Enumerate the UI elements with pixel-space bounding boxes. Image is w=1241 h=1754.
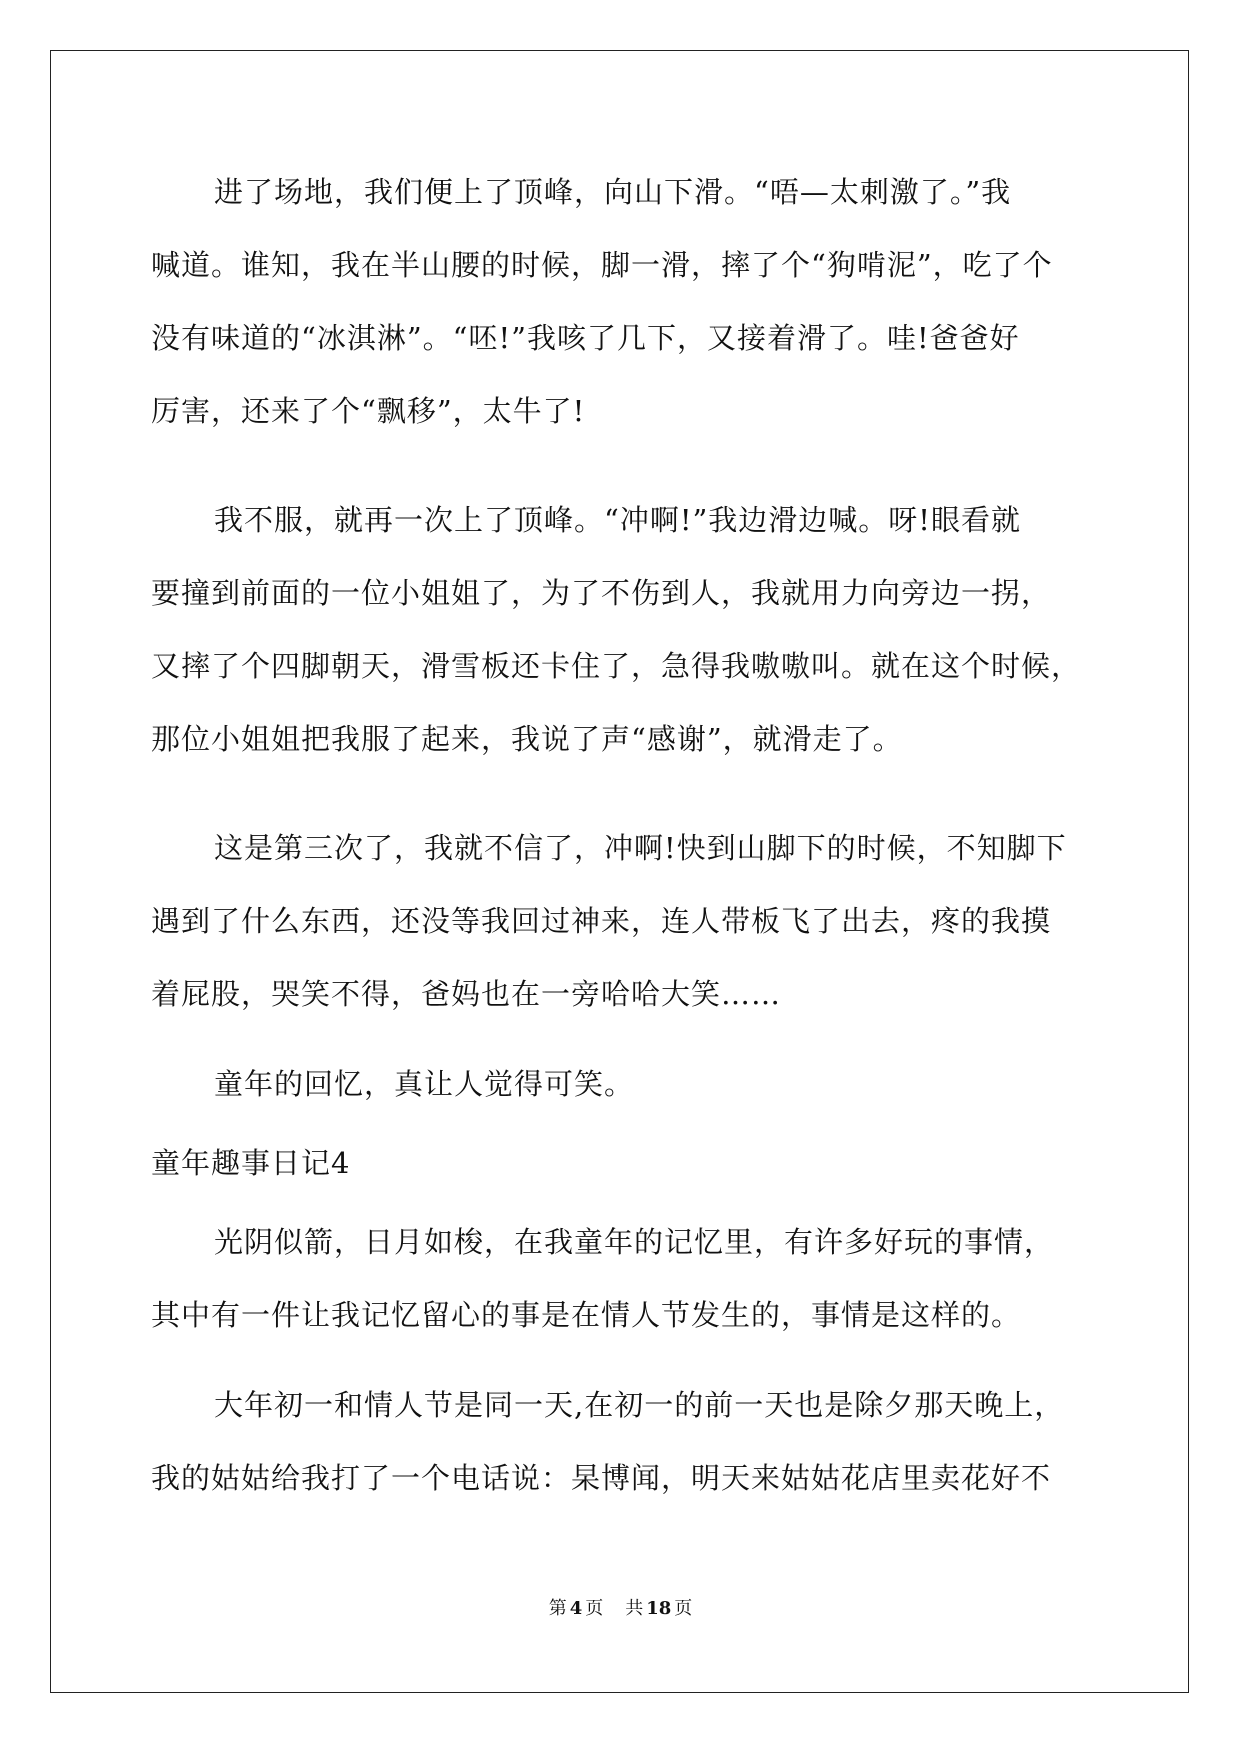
footer-total-number: 18 xyxy=(646,1598,672,1619)
text-line: 光阴似箭，日月如梭，在我童年的记忆里，有许多好玩的事情， xyxy=(214,1225,1055,1259)
text-line: 那位小姐姐把我服了起来，我说了声“感谢”，就滑走了。 xyxy=(151,722,903,756)
footer-page-prefix: 第 xyxy=(548,1598,567,1619)
text-line: 着屁股，哭笑不得，爸妈也在一旁哈哈大笑…… xyxy=(151,977,782,1011)
text-line: 没有味道的“冰淇淋”。“呸!”我咳了几下，又接着滑了。哇!爸爸好 xyxy=(151,321,1020,355)
footer-page-suffix: 页 xyxy=(585,1598,604,1619)
text-line: 我的姑姑给我打了一个电话说：杲博闻，明天来姑姑花店里卖花好不 xyxy=(151,1461,1052,1495)
text-line: 要撞到前面的一位小姐姐了，为了不伤到人，我就用力向旁边一拐， xyxy=(151,576,1052,610)
text-line: 童年的回忆，真让人觉得可笑。 xyxy=(214,1067,635,1101)
text-line: 遇到了什么东西，还没等我回过神来，连人带板飞了出去，疼的我摸 xyxy=(151,904,1052,938)
footer-total-suffix: 页 xyxy=(674,1598,693,1619)
text-line: 这是第三次了，我就不信了，冲啊!快到山脚下的时候，不知脚下 xyxy=(214,831,1067,865)
footer-total-prefix: 共 xyxy=(625,1598,644,1619)
section-heading: 童年趣事日记4 xyxy=(151,1146,351,1180)
text-line: 我不服，就再一次上了顶峰。“冲啊!”我边滑边喊。呀!眼看就 xyxy=(214,503,1021,537)
text-line: 喊道。谁知，我在半山腰的时候，脚一滑，摔了个“狗啃泥”，吃了个 xyxy=(151,248,1053,282)
text-line: 进了场地，我们便上了顶峰，向山下滑。“唔—太刺激了。”我 xyxy=(214,175,1012,209)
text-line: 其中有一件让我记忆留心的事是在情人节发生的，事情是这样的。 xyxy=(151,1298,1022,1332)
text-line: 又摔了个四脚朝天，滑雪板还卡住了，急得我嗷嗷叫。就在这个时候， xyxy=(151,649,1082,683)
footer-page-number: 4 xyxy=(569,1598,583,1619)
page-border xyxy=(50,50,1189,1693)
text-line: 大年初一和情人节是同一天,在初一的前一天也是除夕那天晚上， xyxy=(214,1388,1065,1422)
page-footer xyxy=(0,1597,1241,1621)
text-line: 厉害，还来了个“飘移”，太牛了! xyxy=(151,394,586,428)
